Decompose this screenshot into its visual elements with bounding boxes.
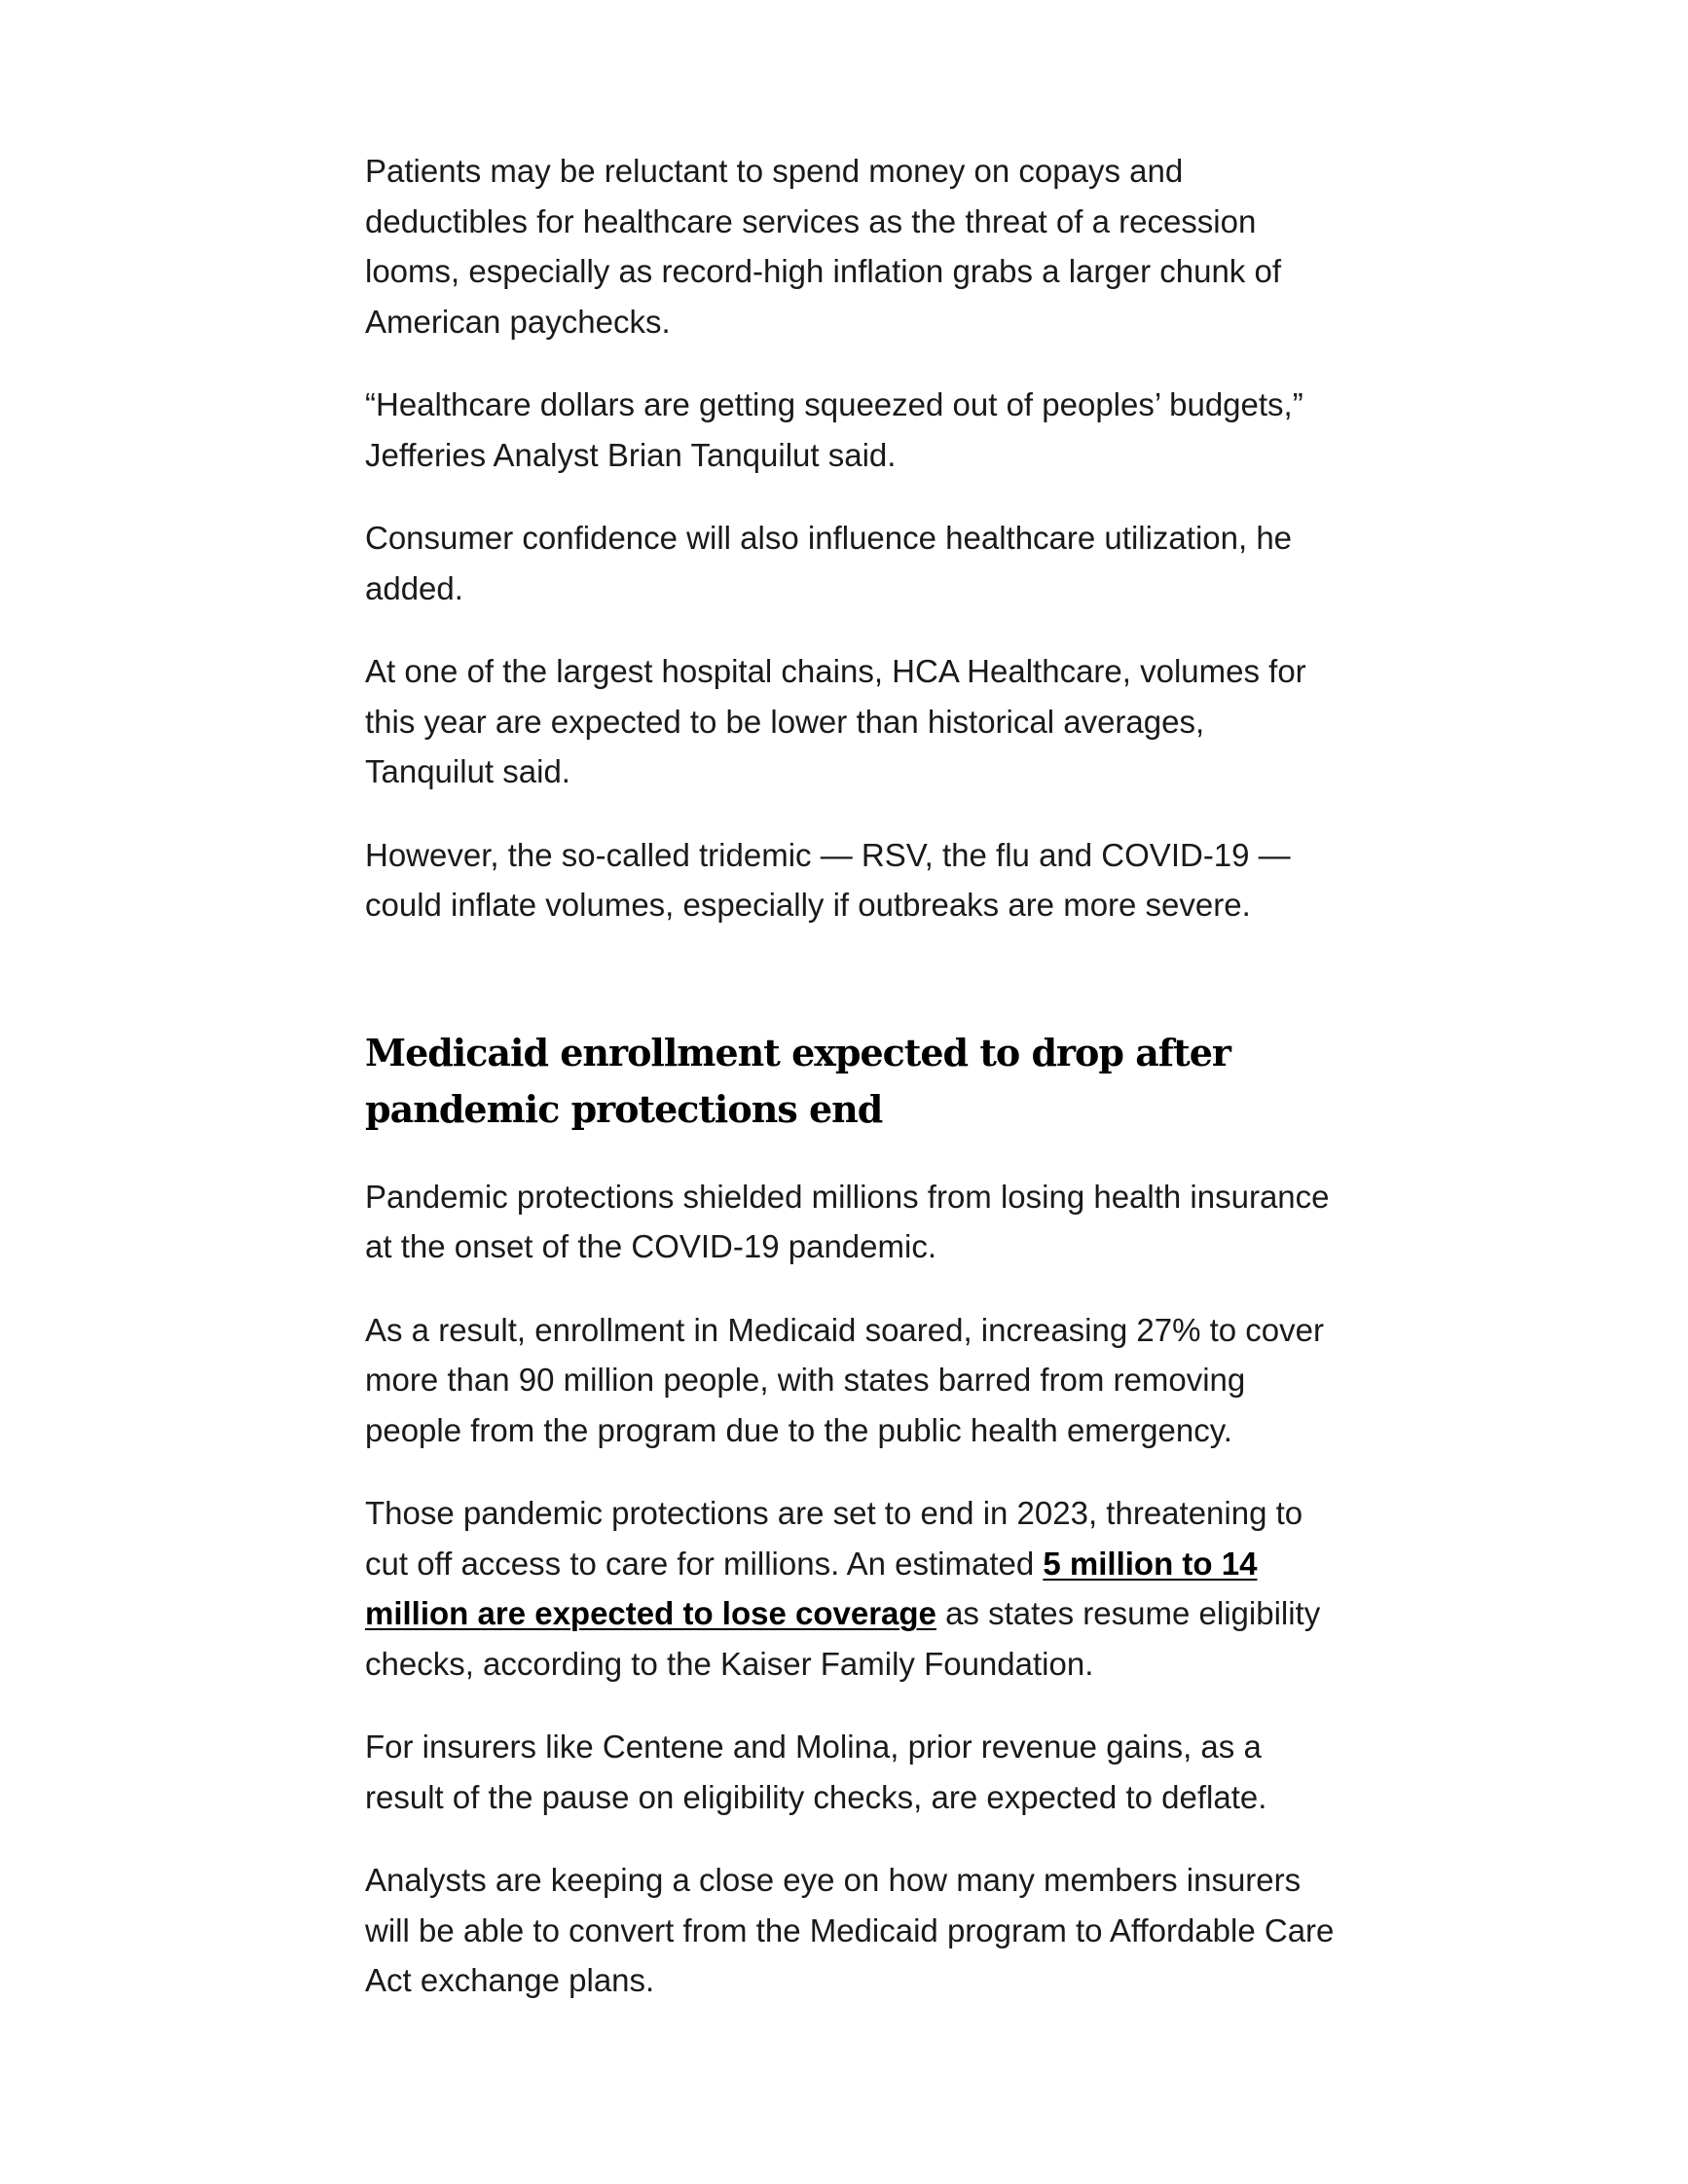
paragraph-analyst-quote: “Healthcare dollars are getting squeezed out of peoples’ budgets,” Jefferies Analyst Brian Tanquilut said. <box>365 386 1303 473</box>
paragraph-hca-volumes: At one of the largest hospital chains, HCA Healthcare, volumes for this year are expected to be lower than historical averages, Tanquilut said. <box>365 653 1306 789</box>
article-body <box>365 146 1339 2039</box>
paragraph-consumer-confidence: Consumer confidence will also influence healthcare utilization, he added. <box>365 520 1293 606</box>
paragraph-insurer-revenue: For insurers like Centene and Molina, prior revenue gains, as a result of the pause on eligibility checks, are expected to deflate. <box>365 1729 1267 1815</box>
coverage-loss-link[interactable]: 5 million to 14 million are expected to lose coverage <box>365 1545 1258 1631</box>
section-heading-medicaid: Medicaid enrollment expected to drop after pandemic protections end <box>365 1030 1230 1131</box>
paragraph-recession-copays: Patients may be reluctant to spend money on copays and deductibles for healthcare services as the threat of a recession looms, especially as record-high inflation grabs a larger chunk of American paychecks. <box>365 153 1281 340</box>
paragraph-coverage-loss <box>365 1488 1339 1689</box>
paragraph-medicaid-enrollment: As a result, enrollment in Medicaid soared, increasing 27% to cover more than 90 million people, with states barred from removing people from the program due to the public health emergency. <box>365 1311 1324 1448</box>
paragraph-aca-conversion: Analysts are keeping a close eye on how many members insurers will be able to convert from the Medicaid program to Affordable Care Act exchange plans. <box>365 1862 1335 1998</box>
coverage-loss-text-after: as states resume eligibility checks, according to the Kaiser Family Foundation. <box>365 1595 1321 1682</box>
paragraph-pandemic-protections: Pandemic protections shielded millions from losing health insurance at the onset of the COVID-19 pandemic. <box>365 1178 1330 1264</box>
paragraph-tridemic: However, the so-called tridemic — RSV, the flu and COVID-19 — could inflate volumes, especially if outbreaks are more severe. <box>365 836 1291 923</box>
coverage-loss-text-before: Those pandemic protections are set to end in 2023, threatening to cut off access to care for millions. An estimated <box>365 1495 1303 1582</box>
